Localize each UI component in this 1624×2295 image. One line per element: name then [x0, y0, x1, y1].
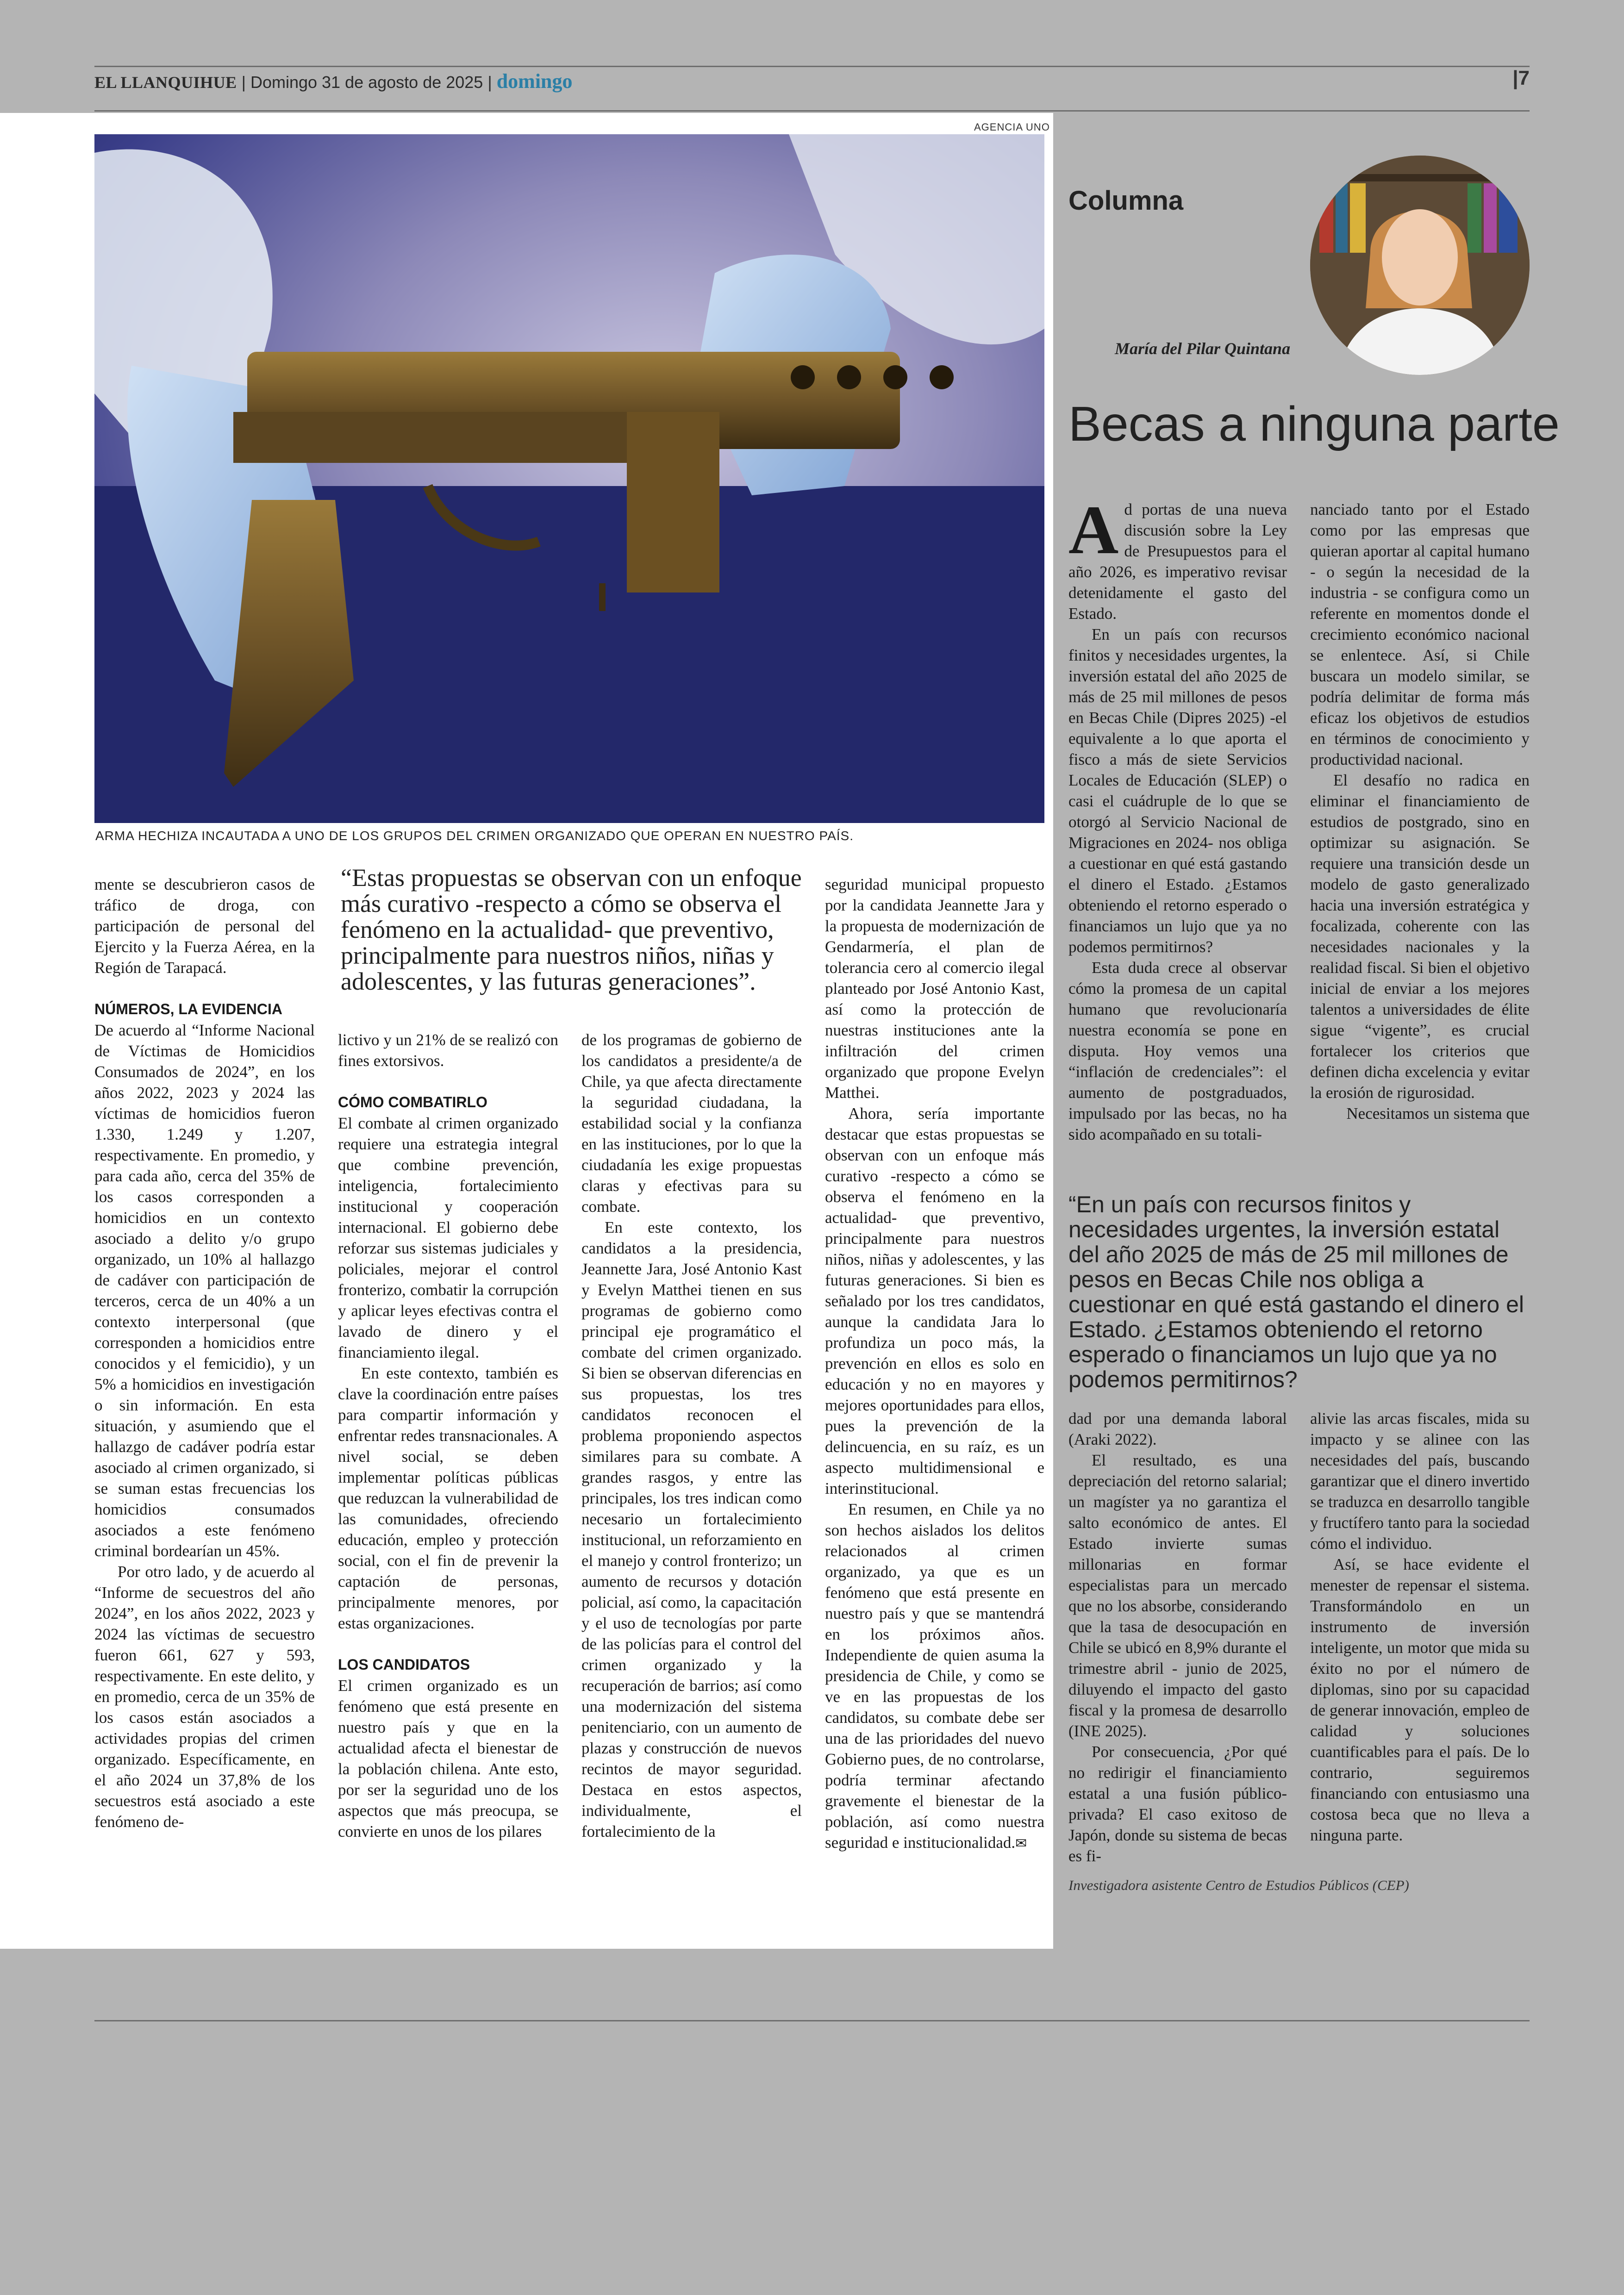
footer-rule: [94, 2020, 1530, 2021]
paragraph: [1068, 492, 1287, 624]
column-text-c: [1068, 1408, 1287, 1866]
article-column-4: [825, 874, 1044, 1854]
paragraph: seguridad municipal propuesto por la candidata Jeannette Jara y la propuesta de modernización de Gendarmería, el plan de tolerancia cero al comercio ilegal planteado por José Antonio Kast, así como la protección de nuestras instituciones ante la infiltración del crimen organizado que propone Evelyn Matthei.: [825, 875, 1044, 1102]
article-column-3: [581, 1029, 802, 1842]
paragraph: En un país con recursos finitos y necesidades urgentes, la inversión estatal del año 2025 de más de 25 mil millones de pesos en Becas Chile (Dipres 2025) -el equivalente a lo que aporta el fisco a más de siete Servicios Locales de Educación (SLEP) o casi el cuádruple de lo que se otorgó al Servicio Nacional de Migraciones en 2024- nos obliga a cuestionar en qué está gastando el dinero el Estado. ¿Estamos obteniendo el retorno esperado o financiamos un lujo que ya no podemos permitirnos?: [1068, 625, 1287, 956]
column-label: Columna: [1068, 186, 1184, 216]
header-bottom-rule: [94, 110, 1530, 112]
section-heading: NÚMEROS, LA EVIDENCIA: [94, 1001, 282, 1017]
paragraph: lictivo y un 21% de se realizó con fines extorsivos.: [338, 1031, 558, 1070]
paragraph: Por otro lado, y de acuerdo al “Informe de secuestros del año 2024”, en los años 2022, 2023 y 2024 las víctimas de secuestro fueron 661, 627 y 593, respectivamente. En este delito, y en promedio, cerca de un 35% de los casos están asociados a actividades propias del crimen organizado. Específicamente, en el año 2024 un 37,8% de los secuestros está asociado a este fenómeno de-: [94, 1563, 315, 1831]
paragraph-text: d portas de una nueva discusión sobre la Ley de Presupuestos para el año 2026, es imperativo revisar detenidamente el gasto del Estado.: [1068, 500, 1287, 623]
photo-credit: AGENCIA UNO: [974, 121, 1050, 133]
paragraph: El crimen organizado es un fenómeno que está presente en nuestro país y que en la actualidad afecta el bienestar de la población chilena. Ante esto, por ser la seguridad uno de los aspectos que más preocupa, se convierte en unos de los pilares: [338, 1677, 558, 1840]
article-column-2: [338, 1029, 558, 1842]
paragraph: alivie las arcas fiscales, mida su impacto y se alinee con las necesidades del país, buscando garantizar que el dinero invertido se traduzca en desarrollo tangible y fructífero tanto para la sociedad cómo el individuo.: [1310, 1409, 1530, 1553]
paragraph: [825, 1499, 1044, 1854]
column-headline: Becas a ninguna parte: [1068, 397, 1560, 451]
paragraph-text: En resumen, en Chile ya no son hechos aislados los delitos relacionados al crimen organizado, ya que es un fenómeno que está presente en nuestro país y que se mantendrá en los próximos años. Independiente de quien asuma la presidencia de Chile, y como se ve en las propuestas de los candidatos, su combate debe ser una de las prioridades del nuevo Gobierno pues, de no controlarse, podría terminar afectando gravemente el bienestar de la población, así como nuestra seguridad e institucionalidad.: [825, 1500, 1044, 1852]
header-date: | Domingo 31 de agosto de 2025 |: [241, 73, 492, 92]
author-name: María del Pilar Quintana: [1115, 339, 1291, 358]
column-text-d: [1310, 1408, 1530, 1846]
paragraph: El combate al crimen organizado requiere una estrategia integral que combine prevención, inteligencia, fortalecimiento institucional y cooperación internacional. El gobierno debe reforzar sus sistemas judiciales y policiales, mejorar el control fronterizo, combatir la corrupción y aplicar leyes efectivas contra el lavado de dinero y el financiamiento ilegal.: [338, 1114, 558, 1361]
handmade-gun-photo: [94, 134, 1044, 823]
author-role: Investigadora asistente Centro de Estudios Públicos (CEP): [1068, 1877, 1409, 1893]
page-header: [94, 69, 573, 93]
section-heading: LOS CANDIDATOS: [338, 1656, 470, 1673]
end-mark-icon: ✉: [1015, 1835, 1027, 1852]
paragraph: Esta duda crece al observar cómo la promesa de un capital humano que revolucionaría nuestra economía se pone en disputa. Hoy vemos una “inflación de credenciales”: el aumento de postgraduados, impulsado por las becas, no ha sido acompañado en su totali-: [1068, 959, 1287, 1143]
paragraph: El desafío no radica en eliminar el financiamiento de estudios de postgrado, sino en optimizar su asignación. Se requiere una transición desde un modelo de gasto generalizado hacia una inversión estratégica y focalizada, coherente con las necesidades nacionales y la realidad fiscal. Si bien el objetivo inicial de enviar a los mejores talentos a universidades de élite sigue “vigente”, es crucial fortalecer los criterios que definen dicha excelencia y evitar la erosión de rigurosidad.: [1310, 771, 1530, 1102]
article-column-1: [94, 874, 315, 1832]
paragraph: En este contexto, los candidatos a la presidencia, Jeannette Jara, José Antonio Kast y Evelyn Matthei tienen en sus programas de gobierno como principal eje programático el combate del crimen organizado. Si bien se observan diferencias en sus propuestas, los tres candidatos reconocen el problema proponiendo aspectos similares para su combate. A grandes rasgos, y entre las principales, los tres indican como necesario un fortalecimiento institucional, un reforzamiento en el manejo y control fronterizo; un aumento de recursos y dotación policial, así como, la capacitación y el uso de tecnologías por parte de las policías para el control del crimen organizado y la recuperación de barrios; así como una modernización del sistema penitenciario, con un aumento de plazas y construcción de nuevos recintos de mayor seguridad. Destaca en estos aspectos, individualmente, el fortalecimiento de la: [581, 1218, 802, 1840]
paragraph: De acuerdo al “Informe Nacional de Víctimas de Homicidios Consumados de 2024”, en los años 2022, 2023 y 2024 las víctimas de homicidios fueron 1.330, 1.249 y 1.207, respectivamente. En promedio, y para cada año, cerca del 35% de los casos corresponden a homicidios en un contexto asociado a delito y/o grupo organizado, un 10% al hallazgo de cadáver con participación de terceros, cerca de un 40% a un contexto interpersonal (que corresponden a homicidios entre conocidos y el femicidio), y un 5% a homicidios en investigación o sin información. En esta situación, y asumiendo que el hallazgo de cadáver podría estar asociado al crimen organizado, si se suman estas frecuencias los homicidios consumados asociados a este fenómeno criminal bordearían un 45%.: [94, 1021, 315, 1560]
paragraph: El resultado, es una depreciación del retorno salarial; un magíster ya no garantiza el salto económico de antes. El Estado invierte sumas millonarias en formar especialistas para un mercado que no los absorbe, considerando que la tasa de desocupación en Chile se ubicó en 8,9% durante el trimestre abril - junio de 2025, diluyendo el impacto del gasto fiscal y la promesa de desarrollo (INE 2025).: [1068, 1451, 1287, 1740]
header-top-rule: [94, 66, 1530, 67]
paragraph: de los programas de gobierno de los candidatos a presidente/a de Chile, ya que afecta directamente la seguridad ciudadana, la estabilidad social y la confianza en las instituciones, por lo que la ciudadanía les exige propuestas claras y efectivas para su combate.: [581, 1031, 802, 1216]
column-pullquote: “En un país con recursos finitos y necesidades urgentes, la inversión estatal del año 2025 de más de 25 mil millones de pesos en Becas Chile nos obliga a cuestionar en qué está gastando el dinero el Estado. ¿Estamos obteniendo el retorno esperado o financiamos un lujo que ya no podemos permitirnos?: [1068, 1191, 1524, 1392]
portrait-illustration: [1310, 156, 1530, 375]
page-number: |7: [1512, 67, 1530, 89]
article-pullquote: “Estas propuestas se observan con un enfoque más curativo -respecto a cómo se observa el fenómeno en la actualidad- que preventivo, principalmente para nuestros niños, niñas y adolescentes, y las futuras generaciones”.: [341, 864, 802, 995]
paragraph: Por consecuencia, ¿Por qué no redirigir el financiamiento estatal a una fusión público-privada? El caso exitoso de Japón, donde su sistema de becas es fi-: [1068, 1743, 1287, 1865]
section-heading: CÓMO COMBATIRLO: [338, 1094, 487, 1110]
paragraph: Ahora, sería importante destacar que estas propuestas se observan con un enfoque más curativo -respecto a cómo se observa el fenómeno en la actualidad- que preventivo, principalmente para nuestros niños, niñas y adolescentes, y las futuras generaciones. Si bien es señalado por los tres candidatos, aunque la candidata Jara lo profundiza un poco más, la prevención en ellos es solo en educación y no en mayores y mejores oportunidades para ellos, pues la prevención de la delincuencia, en su raíz, es un aspecto multidimensional e interinstitucional.: [825, 1104, 1044, 1497]
paragraph: dad por una demanda laboral (Araki 2022).: [1068, 1409, 1287, 1448]
paragraph: En este contexto, también es clave la coordinación entre países para compartir información y enfrentar redes transnacionales. A nivel social, se deben implementar políticas públicas que reduzcan la vulnerabilidad de las comunidades, ofreciendo educación, empleo y protección social, con el fin de prevenir la captación de personas, principalmente menores, por estas organizaciones.: [338, 1364, 558, 1632]
author-portrait: [1310, 156, 1530, 375]
paragraph: Así, se hace evidente el menester de repensar el sistema. Transformándolo en un instrumento de inversión inteligente, un motor que mida su éxito no por el número de diplomas, sino por su capacidad de generar innovación, empleo de calidad y soluciones cuantificables para el país. De lo contrario, seguiremos financiando con entusiasmo una costosa beca que no lleva a ninguna parte.: [1310, 1555, 1530, 1844]
newspaper-name: EL LLANQUIHUE: [94, 73, 237, 92]
column-text-a: [1068, 492, 1287, 1145]
paragraph: mente se descubrieron casos de tráfico de droga, con participación de personal del Ejercito y la Fuerza Aérea, en la Región de Tarapacá.: [94, 875, 315, 977]
section-name: domingo: [496, 70, 573, 93]
paragraph: nanciado tanto por el Estado como por las empresas que quieran aportar al capital humano - o según la necesidad de la industria - se configura como un referente en momentos donde el crecimiento económico nacional se enlentece. Así, si Chile buscara un modelo similar, se podría delimitar de forma más eficaz los objetivos de estudios en términos de conocimiento y productividad nacional.: [1310, 500, 1530, 768]
drop-cap: A: [1068, 492, 1119, 568]
paragraph: Necesitamos un sistema que: [1346, 1104, 1530, 1123]
column-text-b: [1310, 499, 1530, 1124]
photo-illustration: [94, 134, 1044, 823]
photo-caption: ARMA HECHIZA INCAUTADA A UNO DE LOS GRUPOS DEL CRIMEN ORGANIZADO QUE OPERAN EN NUESTRO PAÍS.: [95, 829, 854, 843]
